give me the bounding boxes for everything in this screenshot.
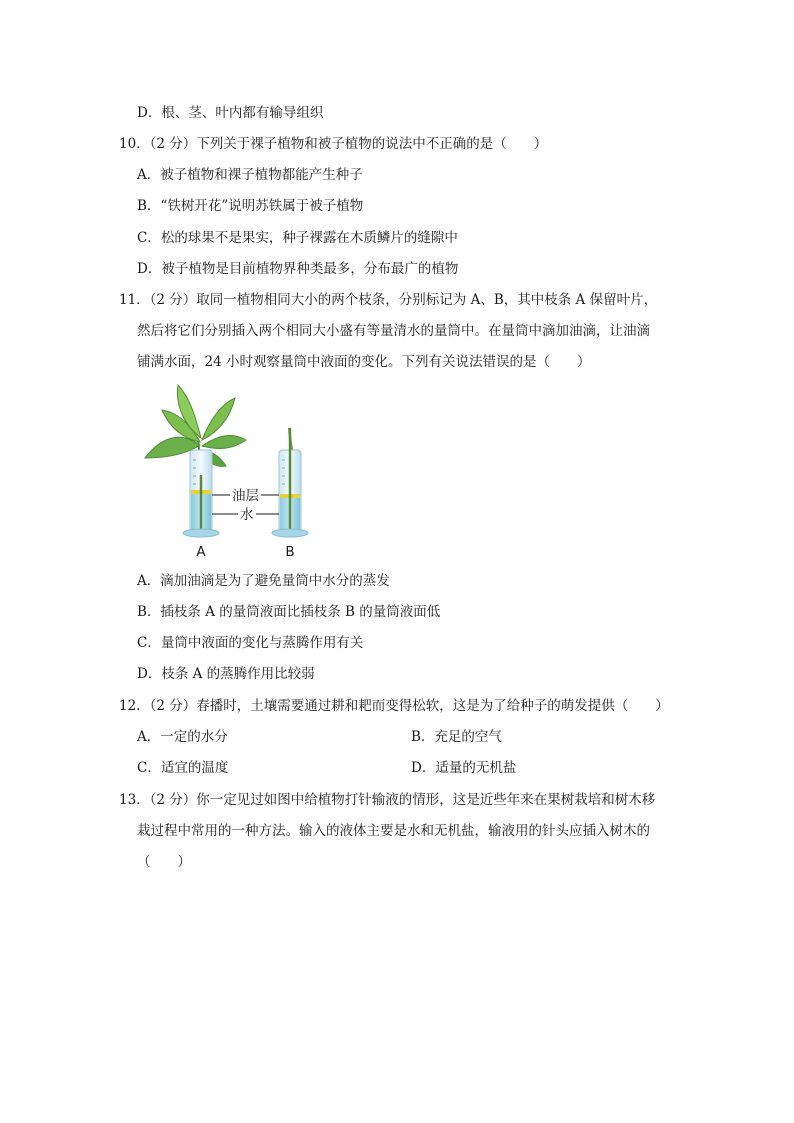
q11-stem-line-3: 铺满水面，24 小时观察量筒中液面的变化。下列有关说法错误的是（ ）: [137, 354, 591, 370]
q10-option-a: A．被子植物和裸子植物都能产生种子: [137, 167, 363, 183]
q12-stem: 12．（2 分）春播时，土壤需要通过耕和耙而变得松软，这是为了给种子的萌发提供（ ）: [119, 698, 669, 714]
q11-option-d: D．枝条 A 的蒸腾作用比较弱: [137, 666, 315, 682]
q12-option-b: B．充足的空气: [411, 729, 502, 745]
q12-option-d: D．适量的无机盐: [411, 760, 517, 776]
q11-stem-line-2: 然后将它们分别插入两个相同大小盛有等量清水的量筒中。在量筒中滴加油滴，让油滴: [137, 323, 650, 339]
cylinder-b: [272, 428, 308, 537]
q13-stem-line-2: 栽过程中常用的一种方法。输入的液体主要是水和无机盐，输液用的针头应插入树木的: [137, 823, 650, 839]
cylinder-experiment-figure: [140, 380, 340, 560]
q11-option-a: A．滴加油滴是为了避免量筒中水分的蒸发: [137, 573, 390, 589]
label-oil-layer: 油层: [232, 488, 259, 504]
q10-option-d: D．被子植物是目前植物界种类最多，分布最广的植物: [137, 261, 459, 277]
label-cylinder-a: A: [196, 544, 206, 560]
q11-option-c: C．量筒中液面的变化与蒸腾作用有关: [137, 635, 364, 651]
label-water: 水: [240, 507, 254, 523]
q11-stem-line-1: 11．（2 分）取同一植物相同大小的两个枝条，分别标记为 A、B，其中枝条 A 保留叶片，: [119, 292, 658, 308]
q13-stem-line-1: 13．（2 分）你一定见过如图中给植物打针输液的情形，这是近些年来在果树栽培和树木移: [119, 792, 656, 808]
q9-option-d: D．根、茎、叶内都有输导组织: [137, 105, 324, 121]
label-cylinder-b: B: [285, 544, 295, 560]
q13-stem-line-3: （ ）: [137, 854, 191, 870]
q12-option-a: A．一定的水分: [137, 729, 228, 745]
q10-option-c: C．松的球果不是果实，种子裸露在木质鳞片的缝隙中: [137, 230, 458, 246]
q10-option-b: B．“铁树开花”说明苏铁属于被子植物: [137, 198, 364, 214]
q12-option-c: C．适宜的温度: [137, 760, 229, 776]
q10-stem: 10．（2 分）下列关于裸子植物和被子植物的说法中不正确的是（ ）: [119, 136, 548, 152]
q11-option-b: B．插枝条 A 的量筒液面比插枝条 B 的量筒液面低: [137, 604, 441, 620]
